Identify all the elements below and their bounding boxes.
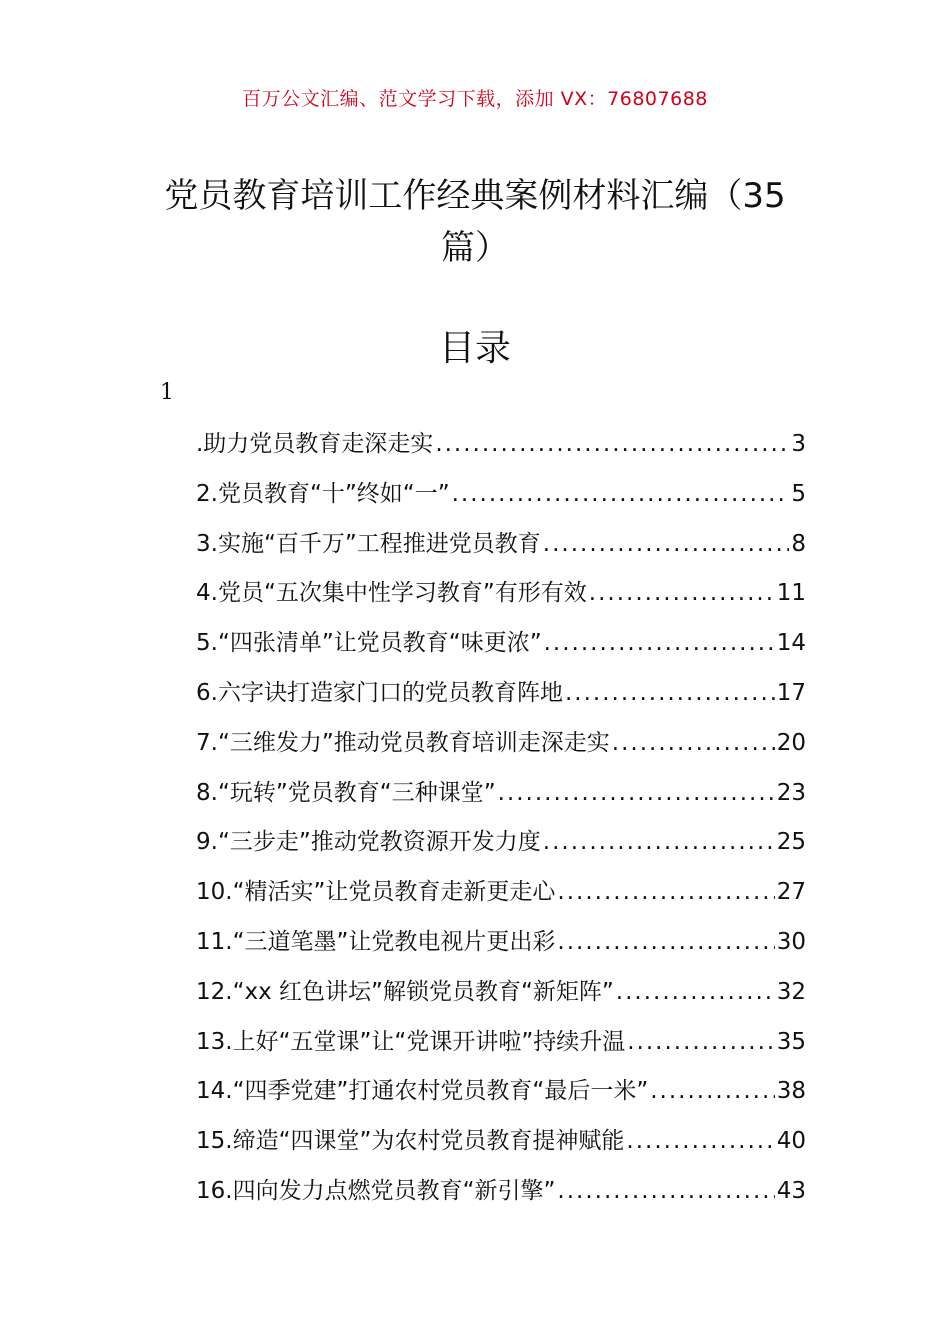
toc-entry-7[interactable] [196, 719, 806, 769]
toc-dot-leader [627, 1018, 774, 1068]
toc-entry-title: 3.实施“百千万”工程推进党员教育 [196, 530, 541, 557]
toc-dot-leader [557, 1167, 774, 1217]
toc-entry-page: 30 [776, 928, 806, 955]
toc-entry-title: 6.六字诀打造家门口的党员教育阵地 [196, 679, 563, 706]
toc-entry-title: .助力党员教育走深走实 [196, 431, 434, 457]
toc-dot-leader [557, 868, 774, 918]
toc-dot-leader [565, 669, 775, 719]
toc-entry-page: 35 [776, 1028, 806, 1055]
toc-entry-title: 9.“三步走”推动党教资源开发力度 [196, 829, 541, 856]
toc-entry-10[interactable] [196, 868, 806, 918]
toc-dot-leader [650, 1067, 774, 1117]
toc-entry-6[interactable] [196, 669, 806, 719]
toc-entry-title: 8.“玩转”党员教育“三种课堂” [196, 779, 496, 806]
toc-entry-title: 4.党员“五次集中性学习教育”有形有效 [196, 580, 587, 607]
toc-entry-15[interactable] [196, 1117, 806, 1167]
toc-dot-leader [616, 968, 775, 1018]
toc-entry-title: 7.“三维发力”推动党员教育培训走深走实 [196, 729, 610, 756]
toc-entry-page: 43 [776, 1177, 806, 1204]
toc-heading: 目录 [438, 328, 511, 369]
toc-entry-page: 23 [776, 779, 806, 806]
toc-entry-page: 8 [791, 530, 806, 557]
toc-entry-page: 25 [776, 829, 806, 856]
toc-entry-title: 5.“四张清单”让党员教育“味更浓” [196, 630, 542, 657]
toc-entry-2[interactable] [196, 470, 806, 520]
toc-entry-3[interactable] [196, 520, 806, 570]
toc-entry-page: 20 [776, 729, 806, 756]
toc-entry-page: 3 [791, 431, 806, 457]
toc-entry-title: 15.缔造“四课堂”为农村党员教育提神赋能 [196, 1128, 625, 1155]
toc-dot-leader [612, 719, 775, 769]
toc-entry-16[interactable] [196, 1167, 806, 1217]
toc-entry-page: 32 [776, 978, 806, 1005]
toc-entry-4[interactable] [196, 569, 806, 619]
toc-dot-leader [557, 918, 774, 968]
toc-entry-title: 13.上好“五堂课”让“党课开讲啦”持续升温 [196, 1028, 626, 1055]
toc-entry-title: 16.四向发力点燃党员教育“新引擎” [196, 1177, 556, 1204]
toc-entry-9[interactable] [196, 818, 806, 868]
table-of-contents [196, 420, 806, 1217]
toc-entry-page: 38 [776, 1078, 806, 1105]
toc-dot-leader [543, 818, 775, 868]
toc-entry-11[interactable] [196, 918, 806, 968]
toc-entry-page: 11 [776, 580, 806, 607]
toc-dot-leader [626, 1117, 774, 1167]
toc-entry-page: 27 [776, 879, 806, 906]
toc-dot-leader [498, 769, 775, 819]
toc-entry-8[interactable] [196, 769, 806, 819]
toc-entry-title: 2.党员教育“十”终如“一” [196, 480, 450, 507]
toc-entry-title: 11.“三道笔墨”让党教电视片更出彩 [196, 928, 556, 955]
toc-entry-title: 12.“xx 红色讲坛”解锁党员教育“新矩阵” [196, 978, 614, 1005]
toc-entry-title: 14.“四季党建”打通农村党员教育“最后一米” [196, 1078, 649, 1105]
toc-dot-leader [452, 470, 790, 520]
toc-entry-page: 14 [776, 630, 806, 657]
toc-entry-page: 40 [776, 1128, 806, 1155]
page-number-marker: 1 [160, 380, 174, 405]
toc-dot-leader [544, 619, 775, 669]
toc-entry-title: 10.“精活实”让党员教育走新更走心 [196, 879, 556, 906]
toc-entry-5[interactable] [196, 619, 806, 669]
document-title: 党员教育培训工作经典案例材料汇编（35篇） [164, 176, 786, 268]
toc-dot-leader [435, 420, 789, 470]
toc-entry-page: 5 [791, 480, 806, 507]
toc-entry-1[interactable] [196, 420, 806, 470]
toc-dot-leader [589, 569, 775, 619]
toc-entry-13[interactable] [196, 1018, 806, 1068]
toc-dot-leader [543, 520, 790, 570]
toc-entry-14[interactable] [196, 1067, 806, 1117]
toc-entry-page: 17 [776, 679, 806, 706]
header-watermark-note: 百万公文汇编、范文学习下载，添加 VX：76807688 [242, 88, 708, 110]
toc-entry-12[interactable] [196, 968, 806, 1018]
